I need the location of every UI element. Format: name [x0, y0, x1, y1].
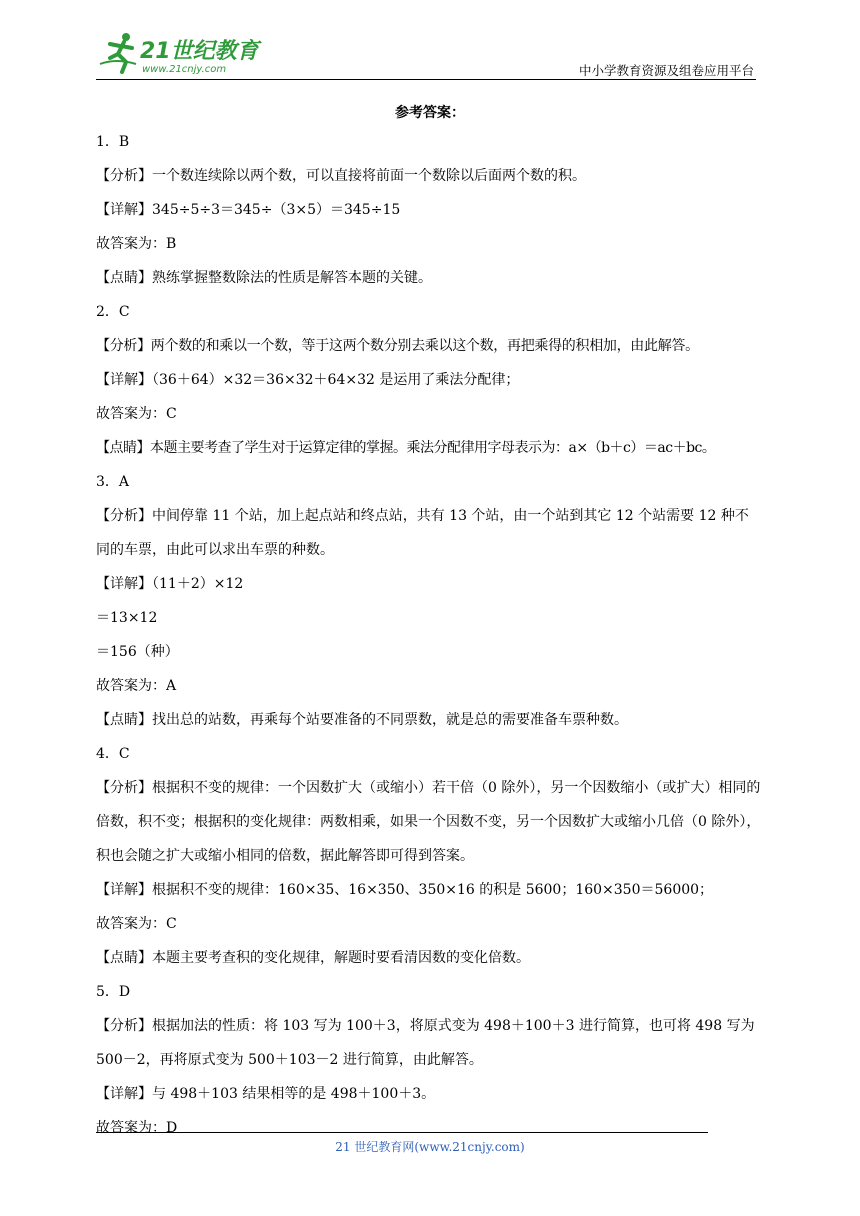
- answer-line: 1．B: [96, 134, 130, 150]
- answer-line: ＝13×12: [96, 610, 158, 626]
- answer-line: 【点睛】本题主要考查积的变化规律，解题时要看清因数的变化倍数。: [96, 950, 530, 966]
- page-header: [96, 28, 756, 80]
- answer-line: ＝156（种）: [96, 644, 179, 660]
- answer-line: 故答案为：A: [96, 678, 177, 694]
- answer-line: 【详解】与 498＋103 结果相等的是 498＋100＋3。: [96, 1086, 436, 1102]
- footer-divider: [96, 1132, 708, 1133]
- answer-line: 【点睛】熟练掌握整数除法的性质是解答本题的关键。: [96, 270, 432, 286]
- answer-line: 【详解】（36＋64）×32＝36×32＋64×32 是运用了乘法分配律；: [96, 372, 520, 388]
- svg-text:21世纪教育: 21世纪教育: [140, 39, 259, 64]
- answer-paragraph: 【分析】根据加法的性质：将 103 写为 100＋3，将原式变为 498＋100＋3 进行简算，也可将 498 写为 500－2，再将原式变为 500＋103－2 进行简算，由此解答。: [96, 1018, 755, 1068]
- answer-line: 3．A: [96, 474, 130, 490]
- answer-line: 【点睛】本题主要考查了学生对于运算定律的掌握。乘法分配律用字母表示为：a×（b＋c）＝ac＋bc。: [96, 440, 716, 456]
- svg-text:www.21cnjy.com: www.21cnjy.com: [142, 64, 227, 75]
- answer-line: 5．D: [96, 984, 131, 1000]
- header-platform-text: 中小学教育资源及组卷应用平台: [578, 63, 754, 78]
- logo: [96, 28, 266, 76]
- answer-line: 【详解】345÷5÷3＝345÷（3×5）＝345÷15: [96, 202, 401, 218]
- answer-line: 4．C: [96, 746, 130, 762]
- answer-line: 故答案为：C: [96, 406, 177, 422]
- page-title: 参考答案：: [395, 105, 465, 121]
- answer-paragraph: 【分析】中间停靠 11 个站，加上起点站和终点站，共有 13 个站，由一个站到其它 12 个站需要 12 种不同的车票，由此可以求出车票的种数。: [96, 508, 749, 558]
- header-divider: [96, 79, 756, 80]
- answer-line: 【详解】（11＋2）×12: [96, 576, 244, 592]
- answer-line: 故答案为：B: [96, 236, 177, 252]
- answer-line: 2．C: [96, 304, 130, 320]
- answer-line: 【分析】一个数连续除以两个数，可以直接将前面一个数除以后面两个数的积。: [96, 168, 586, 184]
- answer-content: [96, 125, 762, 1145]
- answer-line: 故答案为：C: [96, 916, 177, 932]
- answer-line: 故答案为：D: [96, 1120, 178, 1136]
- answer-paragraph: 【分析】根据积不变的规律：一个因数扩大（或缩小）若干倍（0 除外），另一个因数缩小（或扩大）相同的倍数，积不变；根据积的变化规律：两数相乘，如果一个因数不变，另一个因数扩大或缩小几倍（0 除外），积也会随之扩大或缩小相同的倍数，据此解答即可得到答案。: [96, 780, 761, 864]
- answer-line: 【详解】根据积不变的规律：160×35、16×350、350×16 的积是 5600；160×350＝56000；: [96, 882, 714, 898]
- answer-line: 【分析】两个数的和乘以一个数，等于这两个数分别去乘以这个数，再把乘得的积相加，由此解答。: [96, 338, 699, 354]
- page-footer: 21 世纪教育网(www.21cnjy.com): [335, 1140, 525, 1154]
- answer-line: 【点睛】找出总的站数，再乘每个站要准备的不同票数，就是总的需要准备车票种数。: [96, 712, 628, 728]
